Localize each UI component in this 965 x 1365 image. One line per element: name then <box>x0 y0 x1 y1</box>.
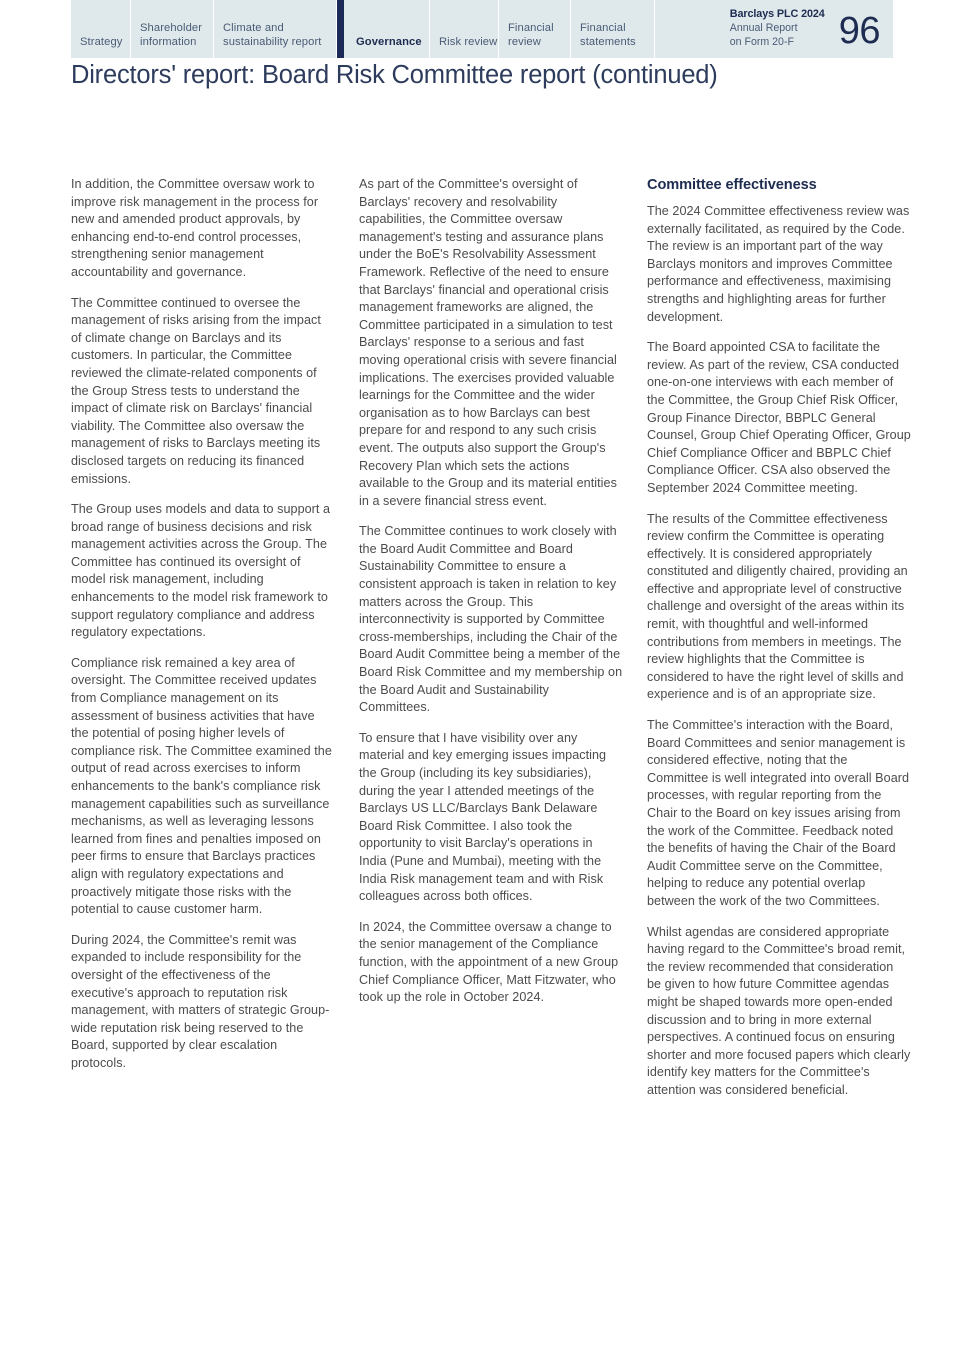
paragraph: In 2024, the Committee oversaw a change to the senior management of the Compliance function, with the appointment of a new Group Chief Compliance Officer, Matt Fitzwater, who took up the role in October 2024. <box>359 919 619 1005</box>
paragraph: The Committee continues to work closely with the Board Audit Committee and Board Sustainability Committee to ensure a consistent approach is taken in relation to key matters across the Group. This interconnectivity is supported by Committee cross-memberships, including the Chair of the Board Audit Committee being a member of the Board Risk Committee and my membership on the Board Audit and Sustainability Committees. <box>359 524 623 715</box>
text-column-3 <box>647 176 911 1113</box>
nav-tab-label: Financial statements <box>580 22 636 48</box>
report-form-line: on Form 20-F <box>729 36 794 48</box>
page-number: 96 <box>838 10 880 52</box>
section-heading-committee-effectiveness: Committee effectiveness <box>647 177 817 193</box>
paragraph: The Committee's interaction with the Board, Board Committees and senior management is considered effective, noting that the Committee is well integrated into overall Board processes, with regular reporting from the Chair to the Board on key issues arising from the work of the Committee. Feedback noted the benefits of having the Chair of the Board Audit Committee serve on the Committee, helping to reduce any potential overlap between the work of the two Committees. <box>647 718 910 908</box>
paragraph: During 2024, the Committee's remit was expanded to include responsibility for the oversight of the effectiveness of the executive's approach to reputation risk management, with matters of strategic Group-wide reputation risk being reserved to the Board, supported by clear escalation protocols. <box>71 932 330 1070</box>
paragraph: The Group uses models and data to support a broad range of business decisions and risk management activities across the Group. The Committee has continued its oversight of model risk management, including enhancements to the model risk framework to support regulatory compliance and address regulatory expectations. <box>71 502 331 640</box>
paragraph: As part of the Committee's oversight of Barclays' recovery and resolvability capabilities, the Committee oversaw management's testing and assurance plans under the BoE's Resolvability Assessment Framework. Reflective of the need to ensure that Barclays' financial and operational crisis management frameworks are aligned, the Committee participated in a simulation to test Barclays' response to a serious and fast moving operational crisis with severe financial implications. The exercises provided valuable learnings for the Committee and the wider organisation as to how Barclays can best prepare for and respond to any such crisis event. The outputs also support the Group's Recovery Plan which sets the actions available to the Group and its material entities in a severe financial stress event. <box>359 177 617 508</box>
nav-tab-risk-review[interactable] <box>430 0 499 58</box>
header-navigation-band <box>71 0 893 58</box>
text-column-1 <box>71 176 335 1113</box>
page-title: Directors' report: Board Risk Committee report (continued) <box>71 61 718 89</box>
nav-tab-label: Shareholder information <box>140 22 203 48</box>
paragraph: The Committee continued to oversee the management of risks arising from the impact of climate change on Barclays and its customers. In particular, the Committee reviewed the climate-related components of the Group Stress tests to understand the impact of climate risk on Barclays' financial viability. The Committee also oversaw the management of risks to Barclays meeting its disclosed targets on reducing its financed emissions. <box>71 295 321 486</box>
nav-tab-climate-and-sustainability-report[interactable] <box>214 0 337 58</box>
nav-tab-label: Climate and sustainability report <box>223 22 322 48</box>
report-identifier <box>730 7 825 50</box>
paragraph: In addition, the Committee oversaw work to improve risk management in the process for new and amended product approvals, by enhancing end-to-end control processes, strengthening senior management accountability and governance. <box>71 177 319 279</box>
nav-tab-financial-review[interactable] <box>499 0 571 58</box>
nav-tab-shareholder-information[interactable] <box>131 0 214 58</box>
nav-tab-strategy[interactable] <box>71 0 131 58</box>
nav-tab-label: Financial review <box>508 22 554 48</box>
report-title-line: Barclays PLC 2024 <box>729 8 825 20</box>
report-meta-block <box>655 0 893 58</box>
nav-tab-label: Strategy <box>80 35 123 48</box>
nav-tab-label: Risk review <box>439 35 498 48</box>
nav-tab-governance-active[interactable] <box>337 0 430 58</box>
paragraph: The results of the Committee effectiveness review confirm the Committee is operating effectively. It is considered appropriately constituted and diligently chaired, providing an effective and appropriate level of constructive challenge and oversight of the areas within its remit, with thoughtful and well-informed contributions from members in meetings. The review highlights that the Committee is considered to have the right level of skills and experience and is of an appropriate size. <box>647 511 908 702</box>
paragraph: Compliance risk remained a key area of oversight. The Committee received updates from Compliance management on its assessment of business activities that have the potential of posing higher levels of compliance risk. The Committee examined the output of read across exercises to inform enhancements to the bank's compliance risk management capabilities such as surveillance mechanisms, as well as leveraging lessons learned from fines and penalties imposed on peer firms to ensure that Barclays practices align with regulatory expectations and proactively mitigate those risks with the potential to cause customer harm. <box>71 655 332 917</box>
paragraph: The Board appointed CSA to facilitate the review. As part of the review, CSA conducted one-on-one interviews with each member of the Committee, the Group Chief Risk Officer, Group Finance Director, BBPLC General Counsel, Group Chief Operating Officer, Group Chief Compliance Officer and BBPLC Chief Compliance Officer. CSA also observed the September 2024 Committee meeting. <box>647 340 911 495</box>
nav-tab-label: Governance <box>356 35 422 48</box>
report-subtitle-line: Annual Report <box>729 22 798 34</box>
paragraph: The 2024 Committee effectiveness review was externally facilitated, as required by the Code. The review is an important part of the way Barclays monitors and improves Committee performance and effectiveness, maximising strengths and highlighting areas for further development. <box>647 204 910 324</box>
paragraph: To ensure that I have visibility over any material and key emerging issues impacting the Group (including its key subsidiaries), during the year I attended meetings of the Barclays US LLC/Barclays Bank Delaware Board Risk Committee. I also took the opportunity to visit Barclay's operations in India (Pune and Mumbai), meeting with the India Risk management team and with Risk colleagues across both offices. <box>359 730 607 904</box>
paragraph: Whilst agendas are considered appropriate having regard to the Committee's broad remit, the review recommended that consideration be given to how future Committee agendas might be shaped towards more open-ended discussion and to bring in more external perspectives. A continued focus on ensuring shorter and more focused papers which clearly identify key matters for the Committee's attention was considered beneficial. <box>647 924 911 1097</box>
text-column-2 <box>359 176 623 1113</box>
nav-tab-financial-statements[interactable] <box>571 0 655 58</box>
body-columns <box>71 176 911 1113</box>
